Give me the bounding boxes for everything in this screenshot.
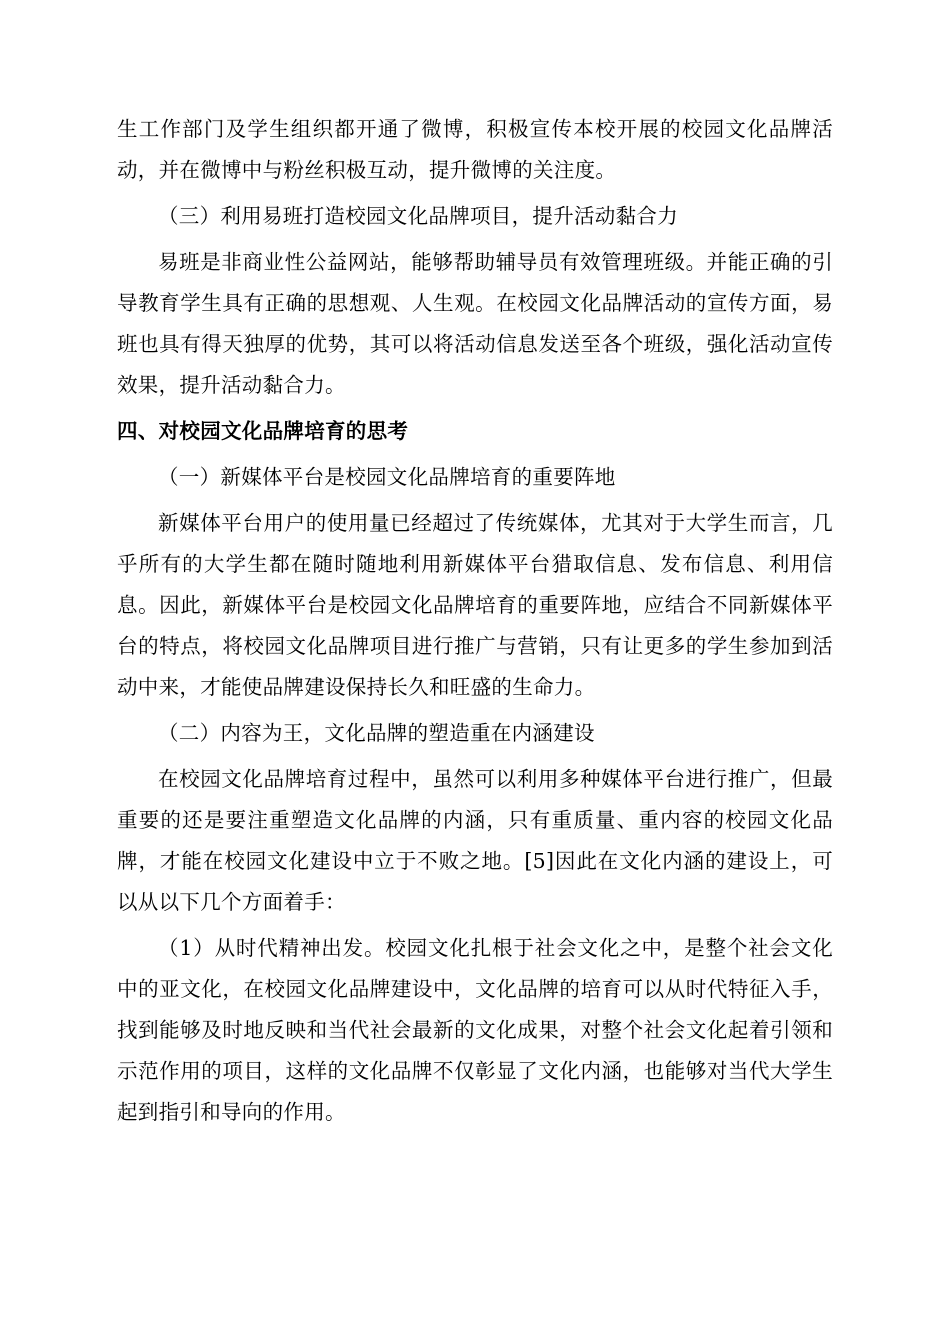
subheading-3: （三）利用易班打造校园文化品牌项目，提升活动黏合力: [158, 204, 678, 228]
body-paragraph-spirit: （1）从时代精神出发。校园文化扎根于社会文化之中，是整个社会文化中的亚文化，在校园文化品牌建设中，文化品牌的培育可以从时代特征入手，找到能够及时地反映和当代社会最新的文化成果，对整个社会文化起着引领和示范作用的项目，这样的文化品牌不仅彰显了文化内涵，也能够对当代大学生起到指引和导向的作用。: [117, 936, 833, 1124]
body-paragraph-content: 在校园文化品牌培育过程中，虽然可以利用多种媒体平台进行推广，但最重要的还是要注重塑造文化品牌的内涵，只有重质量、重内容的校园文化品牌，才能在校园文化建设中立于不败之地。[5]因此在文化内涵的建设上，可以从以下几个方面着手：: [117, 767, 833, 914]
subheading-1: （一）新媒体平台是校园文化品牌培育的重要阵地: [158, 465, 616, 489]
body-paragraph-continuation: 生工作部门及学生组织都开通了微博，积极宣传本校开展的校园文化品牌活动，并在微博中与粉丝积极互动，提升微博的关注度。: [117, 117, 833, 182]
subheading-2: （二）内容为王，文化品牌的塑造重在内涵建设: [158, 721, 595, 745]
section-heading-4: 四、对校园文化品牌培育的思考: [117, 419, 409, 443]
body-paragraph-yiban: 易班是非商业性公益网站，能够帮助辅导员有效管理班级。并能正确的引导教育学生具有正确的思想观、人生观。在校园文化品牌活动的宣传方面，易班也具有得天独厚的优势，其可以将活动信息发送至各个班级，强化活动宣传效果，提升活动黏合力。: [117, 250, 833, 397]
body-paragraph-new-media: 新媒体平台用户的使用量已经超过了传统媒体，尤其对于大学生而言，几乎所有的大学生都在随时随地利用新媒体平台猎取信息、发布信息、利用信息。因此，新媒体平台是校园文化品牌培育的重要阵地，应结合不同新媒体平台的特点，将校园文化品牌项目进行推广与营销，只有让更多的学生参加到活动中来，才能使品牌建设保持长久和旺盛的生命力。: [117, 511, 833, 699]
document-page: [117, 109, 833, 1138]
